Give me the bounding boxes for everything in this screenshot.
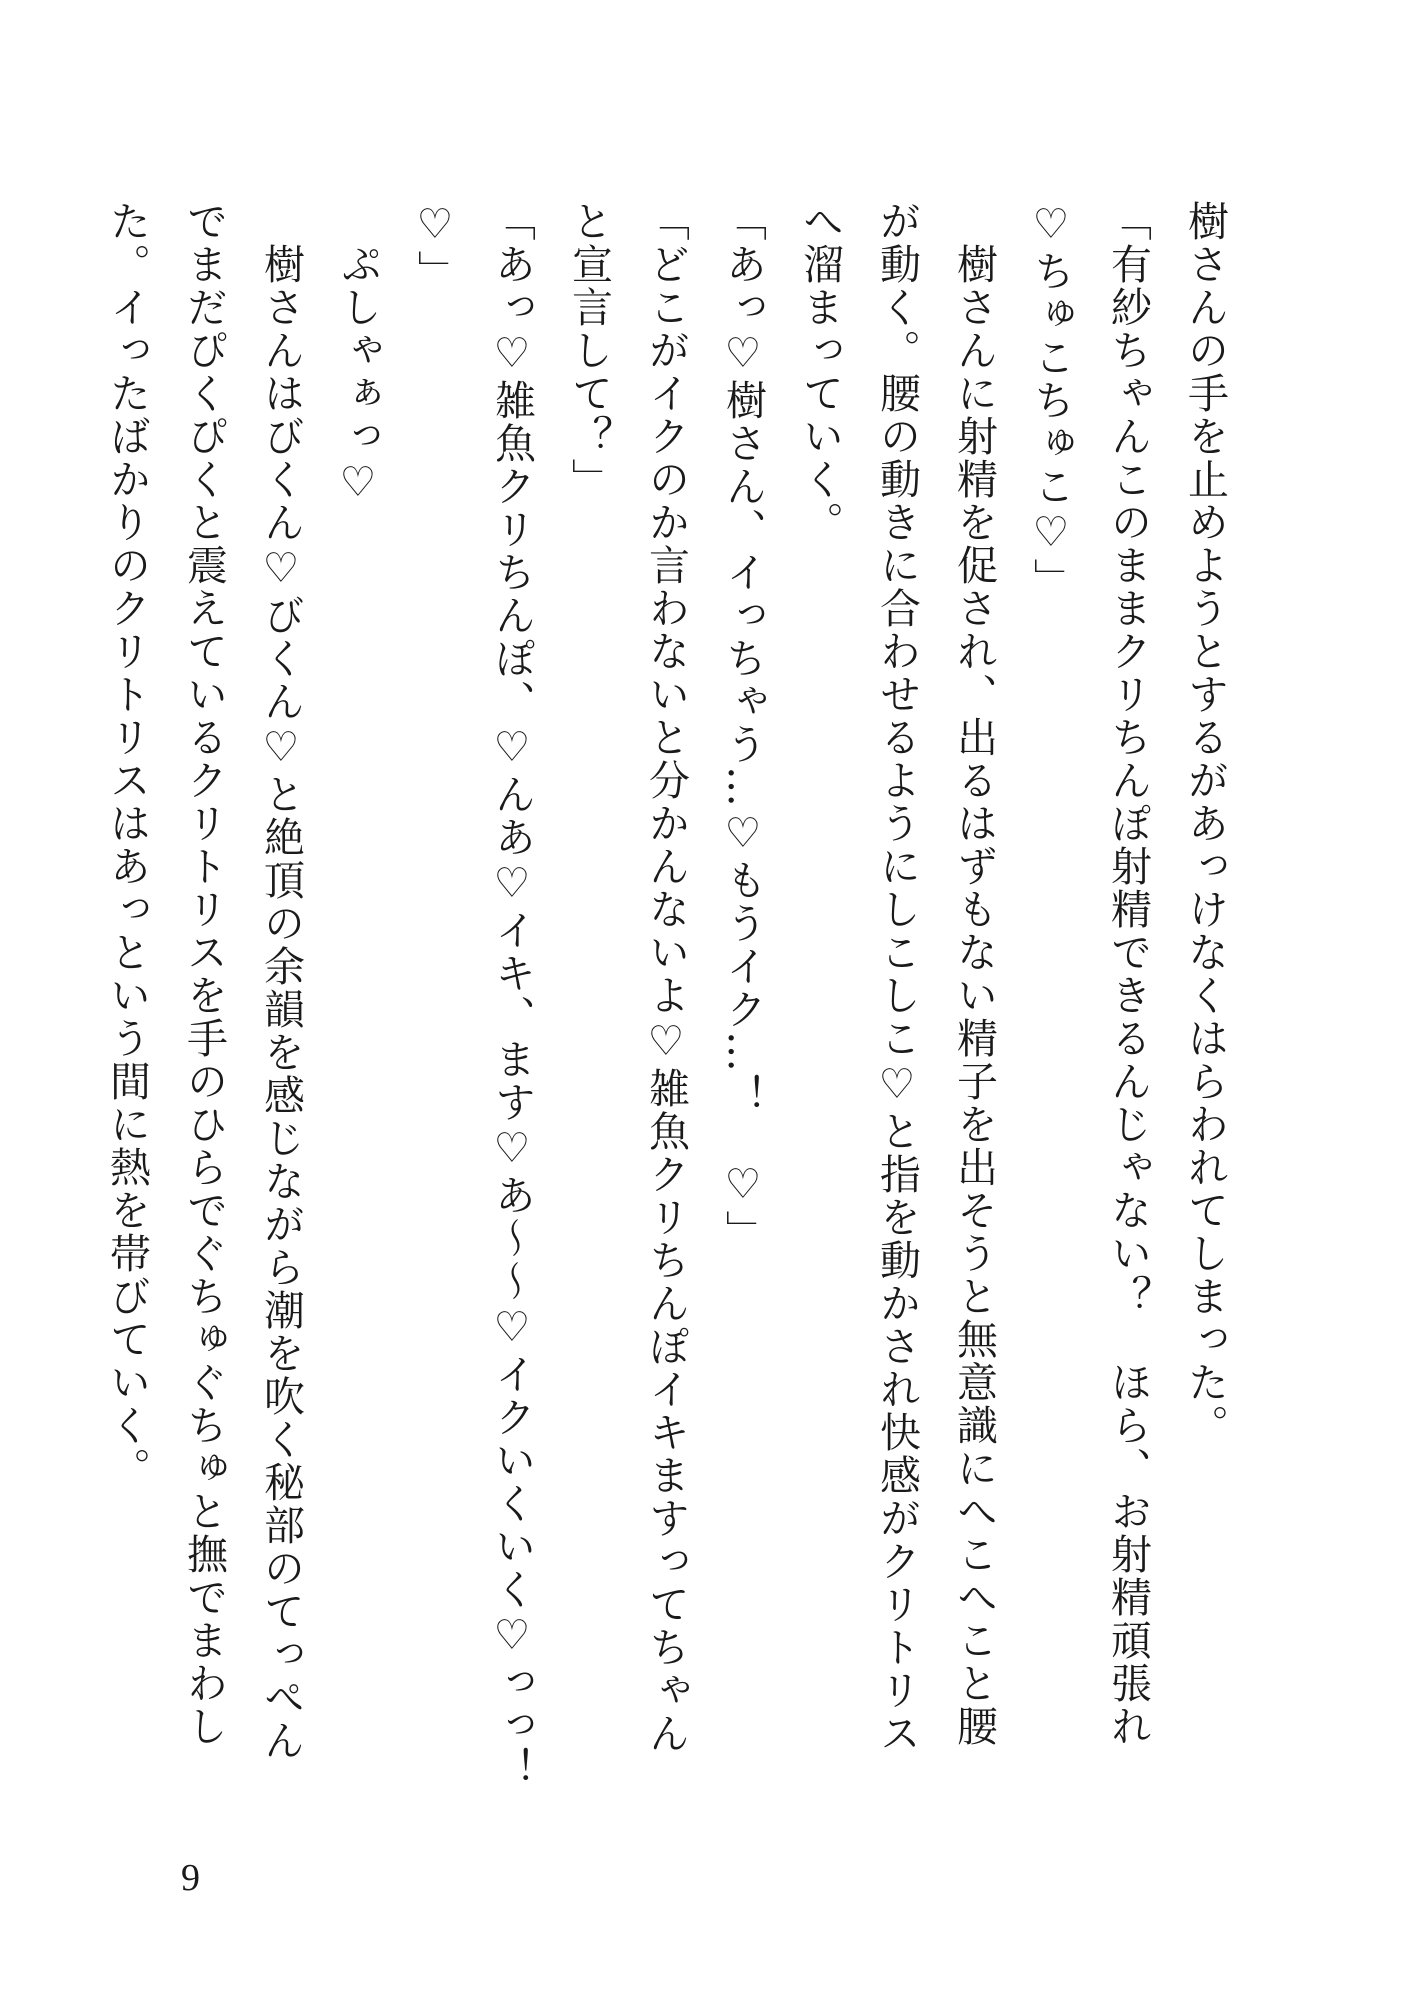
text-line: 「どこがイクのか言わないと分かんないよ♡雑魚クリちんぽイキますってちゃん <box>642 200 690 1755</box>
text-line: でまだぴくぴくと震えているクリトリスを手のひらでぐちゅぐちゅと撫でまわし <box>180 200 228 1748</box>
text-line: へ溜まっていく。 <box>796 200 844 544</box>
text-line: た。イったばかりのクリトリスはあっという間に熱を帯びていく。 <box>103 200 151 1490</box>
page-number: 9 <box>181 1857 200 1899</box>
text-line: 「あっ♡樹さん、イっちゃう…♡もうイク…！ ♡」 <box>719 200 767 1253</box>
text-line: ♡ちゅこちゅこ♡」 <box>1027 200 1075 601</box>
text-line: ぷしゃぁっ♡ <box>334 200 382 508</box>
text-line: 樹さんはびくん♡びくん♡と絶頂の余韻を感じながら潮を吹く秘部のてっぺん <box>257 200 305 1762</box>
text-line: 「あっ♡雑魚クリちんぽ、♡んあ♡イキ、ます♡あ〜〜♡イクいくいく♡っっ！ <box>488 200 536 1790</box>
body-text <box>88 200 1243 1790</box>
text-line: ♡」 <box>411 200 459 293</box>
text-line: と宣言して？」 <box>565 200 613 501</box>
text-line: が動く。腰の動きに合わせるようにしこしこ♡と指を動かされ快感がクリトリス <box>873 200 921 1755</box>
text-line: 「有紗ちゃんこのままクリちんぽ射精できるんじゃない？ ほら、お射精頑張れ <box>1104 200 1152 1748</box>
text-line: 樹さんに射精を促され、出るはずもない精子を出そうと無意識にへこへこと腰 <box>950 200 998 1748</box>
text-line: 樹さんの手を止めようとするがあっけなくはらわれてしまった。 <box>1181 200 1229 1447</box>
